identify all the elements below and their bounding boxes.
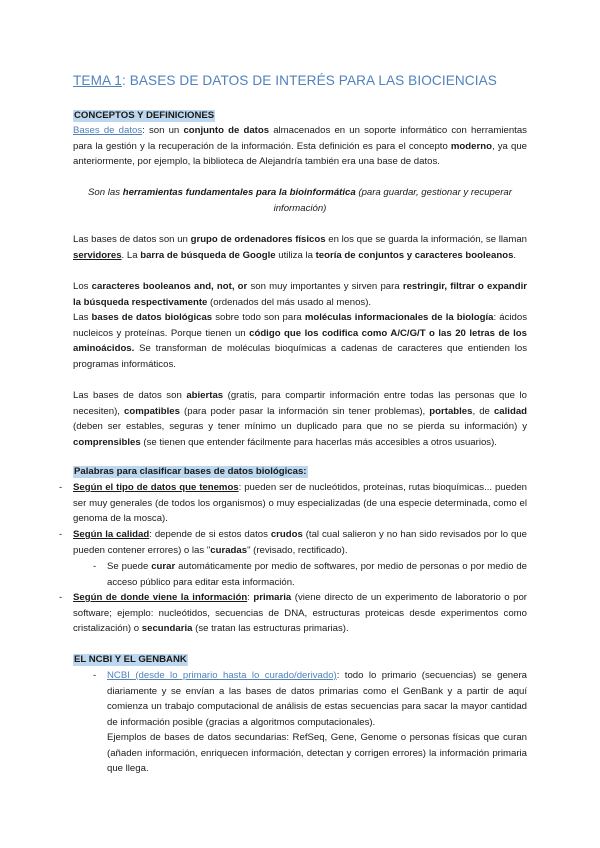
text: Las bases de datos son un <box>73 234 191 245</box>
bold-text: Según el tipo de datos que tenemos <box>73 482 239 493</box>
secondary-db-paragraph: Ejemplos de bases de datos secundarias: RefSeq, Gene, Genome o personas físicas que curan (añaden información, enriquecen información, detectan y corrigen errores) la información primaria que llega. <box>107 732 527 775</box>
bold-text: secundaria <box>141 623 193 635</box>
text: : pueden ser de nucleótidos, proteínas, rutas bioquímicas... pueden ser muy generales (de todos los organismos) o muy especializadas (de una especie determinada, como el genoma de la mosca). <box>73 482 527 525</box>
page-title <box>73 73 497 88</box>
text: , de <box>472 405 494 417</box>
text: Se transforman de moléculas bioquímicas a cadenas de caracteres que entienden los programas informáticos. <box>73 343 527 370</box>
bold-text: abiertas <box>186 390 224 401</box>
section-heading-palabras: Palabras para clasificar bases de datos biológicas: <box>74 466 307 477</box>
ncbi-paragraph <box>107 668 527 730</box>
text: sobre todo son para <box>212 312 305 323</box>
bold-text: curar <box>151 561 176 572</box>
bold-text: compatibles <box>124 405 180 417</box>
section-heading-conceptos: CONCEPTOS Y DEFINICIONES <box>74 110 215 121</box>
ncbi-link[interactable]: NCBI (desde lo primario hasta lo curado/derivado) <box>107 670 337 681</box>
sub-list-bullet: - <box>93 561 97 572</box>
text: (ordenados del más usado al menos). <box>207 296 372 308</box>
definition-paragraph <box>73 123 527 170</box>
text: (tal cual salieron y no han sido revisados por lo que pueden contener errores) o las " <box>73 529 527 556</box>
text: : ácidos nucleicos y proteínas. Porque tienen un <box>73 312 527 339</box>
text: Los <box>73 281 92 292</box>
list-bullet: - <box>59 592 63 603</box>
list-bullet: - <box>59 529 63 540</box>
bold-text: moléculas informacionales de la biología <box>304 312 494 323</box>
list-item-origen <box>73 590 527 637</box>
bold-text: bases de datos biológicas <box>91 312 213 323</box>
text: (viene directo de un experimento de laboratorio o por software; ejemplo: nucleótidos, secuencias de DNA, estructuras proteicas desde experimentos como cristalización) o <box>73 592 527 635</box>
text: Las bases de datos son <box>73 390 187 401</box>
text: en los que se guarda la información, se llaman <box>325 234 528 245</box>
text: : depende de si estos datos <box>149 529 271 540</box>
bold-text: comprensibles <box>73 436 141 448</box>
text: . <box>513 249 517 261</box>
bold-text: barra de búsqueda de Google <box>140 249 276 261</box>
paragraph-biologicas <box>73 310 527 372</box>
bold-text: primaria <box>253 592 292 603</box>
text: (deben ser estables, seguras y tener mínimo un duplicado para que no se pierda su información) y <box>73 421 527 433</box>
text: : son un <box>142 125 184 136</box>
quote-paragraph <box>73 185 527 216</box>
title-prefix: TEMA 1 <box>73 73 122 88</box>
bold-text: conjunto de datos <box>183 125 270 136</box>
text: (gratis, para compartir información entre todas las personas que lo necesiten), <box>73 390 527 417</box>
bold-text: caracteres booleanos and, not, or <box>91 281 248 292</box>
bold-text: calidad <box>493 405 528 417</box>
text: automáticamente por medio de softwares, por medio de personas o por medio de acceso público para editar esta información. <box>107 561 527 588</box>
text: Las <box>73 312 92 323</box>
paragraph-servidores <box>73 232 527 263</box>
text: : todo lo primario (secuencias) se genera diariamente y se envían a las bases de datos primarias como el GenBank y a partir de aquí comienza un trabajo computacional de análisis de estas secuencias para sacar la mayor cantidad de información posible (gracias a algoritmos computacionales). <box>107 670 527 728</box>
bold-text: herramientas fundamentales para la bioinformática <box>122 187 356 198</box>
text: , ya que anteriormente, por ejemplo, la biblioteca de Alejandría también era una base de datos. <box>73 140 527 168</box>
bold-text: portables <box>429 405 473 417</box>
bold-text: Según la calidad <box>73 529 150 540</box>
bold-text: código que los codifica como A/C/G/T o las 20 letras de los aminoácidos. <box>73 327 527 355</box>
section-heading-ncbi: EL NCBI Y EL GENBANK <box>74 654 187 665</box>
text: . La <box>121 249 141 261</box>
title-rest: : BASES DE DATOS DE INTERÉS PARA LAS BIOCIENCIAS <box>121 73 497 88</box>
text: : <box>247 592 254 603</box>
text: (para guardar, gestionar y recuperar información) <box>273 187 512 214</box>
bold-text: restringir, filtrar o expandir la búsqueda respectivamente <box>73 281 528 308</box>
text: Se puede <box>107 561 152 572</box>
text: almacenados en un soporte informático con herramientas para la gestión y la recuperación de la información. Esta definición es para el concepto <box>73 125 527 152</box>
text: (para poder pasar la información sin tener problemas), <box>179 405 430 417</box>
bold-text: crudos <box>270 529 303 540</box>
list-item-calidad <box>73 527 527 558</box>
list-bullet: - <box>59 482 63 493</box>
bases-de-datos-link[interactable]: Bases de datos <box>73 125 143 136</box>
text: utiliza la <box>275 249 316 261</box>
text: son muy importantes y sirven para <box>247 281 403 292</box>
bold-text: grupo de ordenadores físicos <box>190 234 326 245</box>
text: Son las <box>88 187 123 198</box>
sub-list-item-curar <box>107 559 527 590</box>
text: (se tienen que entender fácilmente para hacerlas más accesibles a otros usuarios). <box>140 436 497 448</box>
list-bullet: - <box>93 670 97 681</box>
bold-text: curadas <box>210 544 248 556</box>
list-item-tipo-datos <box>73 480 527 527</box>
paragraph-booleanos <box>73 279 527 310</box>
paragraph-propiedades <box>73 388 527 450</box>
text: " (revisado, rectificado). <box>247 544 348 556</box>
bold-text: Según de donde viene la información <box>73 592 248 603</box>
bold-text: moderno <box>450 140 492 152</box>
text: (se tratan las estructuras primarias). <box>192 623 349 635</box>
bold-text: servidores <box>73 249 122 261</box>
bold-text: teoría de conjuntos y caracteres booleanos <box>315 249 514 261</box>
